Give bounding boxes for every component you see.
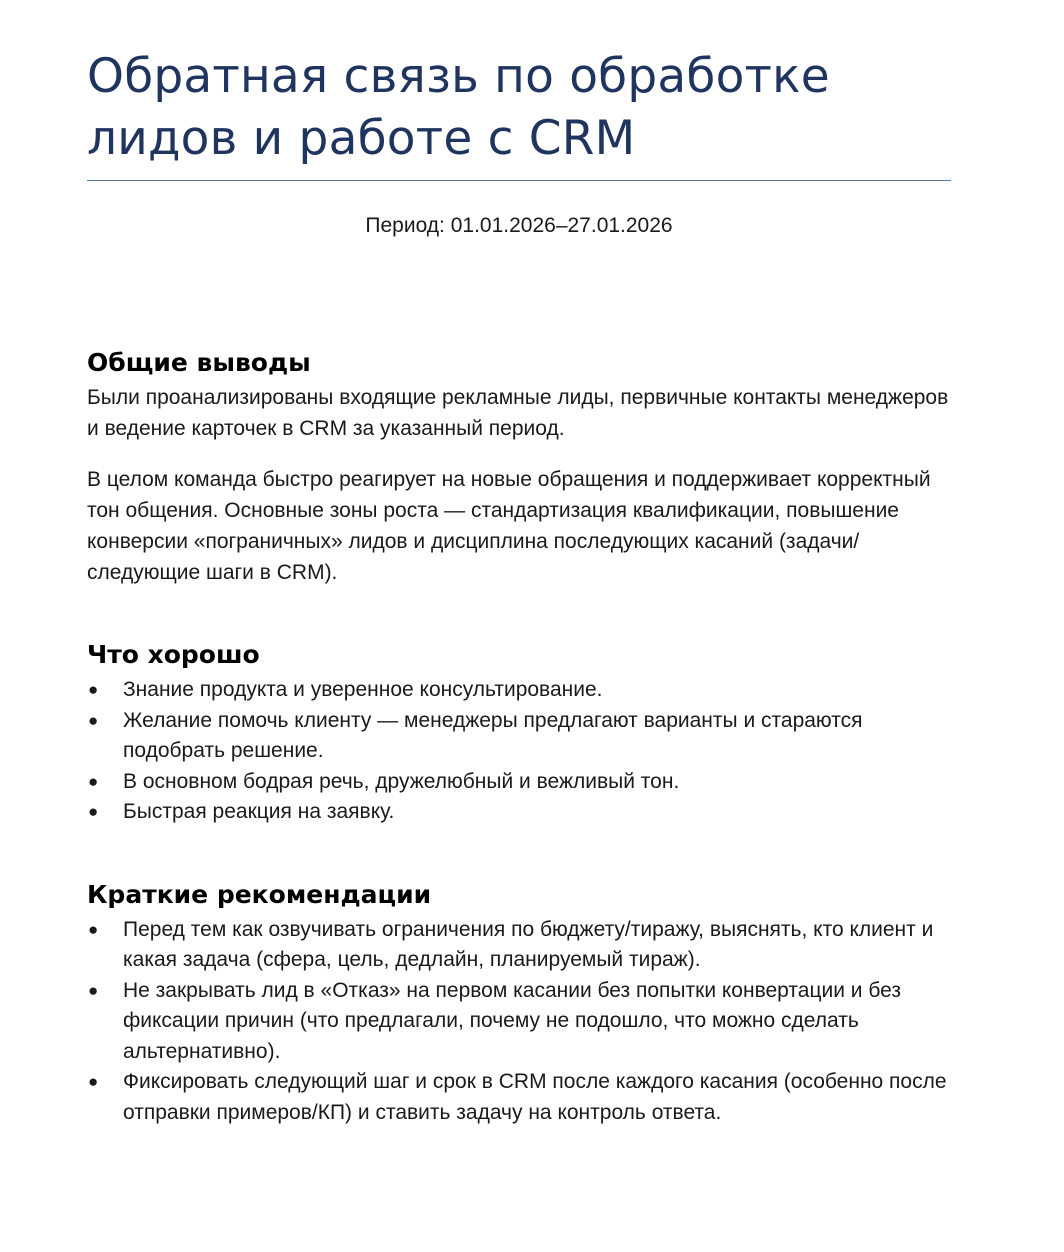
section-heading-strengths: Что хорошо [87,640,260,669]
bullet-icon: ● [88,1072,99,1091]
list-item-text: Не закрывать лид в «Отказ» на первом касании без попытки конвертации и без фиксации причин (что предлагали, почему не подошло, что можно сделать альтернативно). [123,978,901,1063]
bullet-icon: ● [88,680,99,699]
list-item [87,1067,957,1128]
strengths-list [87,675,957,828]
list-item [87,767,957,798]
section-recommendations [87,878,957,1129]
list-item-text: Быстрая реакция на заявку. [123,800,395,823]
list-item [87,797,957,828]
list-item [87,915,957,976]
bullet-icon: ● [88,802,99,821]
list-item-text: Перед тем как озвучивать ограничения по бюджету/тиражу, выяснять, кто клиент и какая задача (сфера, цель, дедлайн, планируемый тираж). [123,917,934,971]
list-item-text: Фиксировать следующий шаг и срок в CRM после каждого касания (особенно после отправки примеров/КП) и ставить задачу на контроль ответа. [123,1070,947,1124]
list-item [87,675,957,706]
section-heading-recommendations: Краткие рекомендации [87,879,432,909]
summary-paragraph: Были проанализированы входящие рекламные лиды, первичные контакты менеджеров и ведение карточек в CRM за указанный период. [87,386,949,440]
report-period: Период: 01.01.2026–27.01.2026 [365,214,673,237]
list-item [87,976,957,1068]
bullet-icon: ● [88,771,99,791]
recommendations-list [87,915,957,1129]
list-item-text: Желание помочь клиенту — менеджеры предлагают варианты и стараются подобрать решение. [123,708,863,762]
document-title [87,46,947,170]
section-summary [87,346,957,588]
section-heading-summary: Общие выводы [87,348,311,377]
list-item-text: Знание продукта и уверенное консультирование. [123,678,603,701]
bullet-icon: ● [88,710,99,730]
document-title-line-1: Обратная связь по обработке [87,49,830,104]
bullet-icon: ● [88,919,99,939]
list-item-text: В основном бодрая речь, дружелюбный и вежливый тон. [123,769,680,793]
section-strengths [87,638,957,828]
list-item [87,706,957,767]
document-title-line-2: лидов и работе с CRM [87,111,636,166]
summary-paragraph: В целом команда быстро реагирует на новые обращения и поддерживает корректный тон общения. Основные зоны роста — стандартизация квалификации, повышение конверсии «пограничных» лидов и дисциплина последующих касаний (задачи/следующие шаги в CRM). [87,468,931,584]
bullet-icon: ● [88,980,99,1000]
title-divider [87,180,951,181]
